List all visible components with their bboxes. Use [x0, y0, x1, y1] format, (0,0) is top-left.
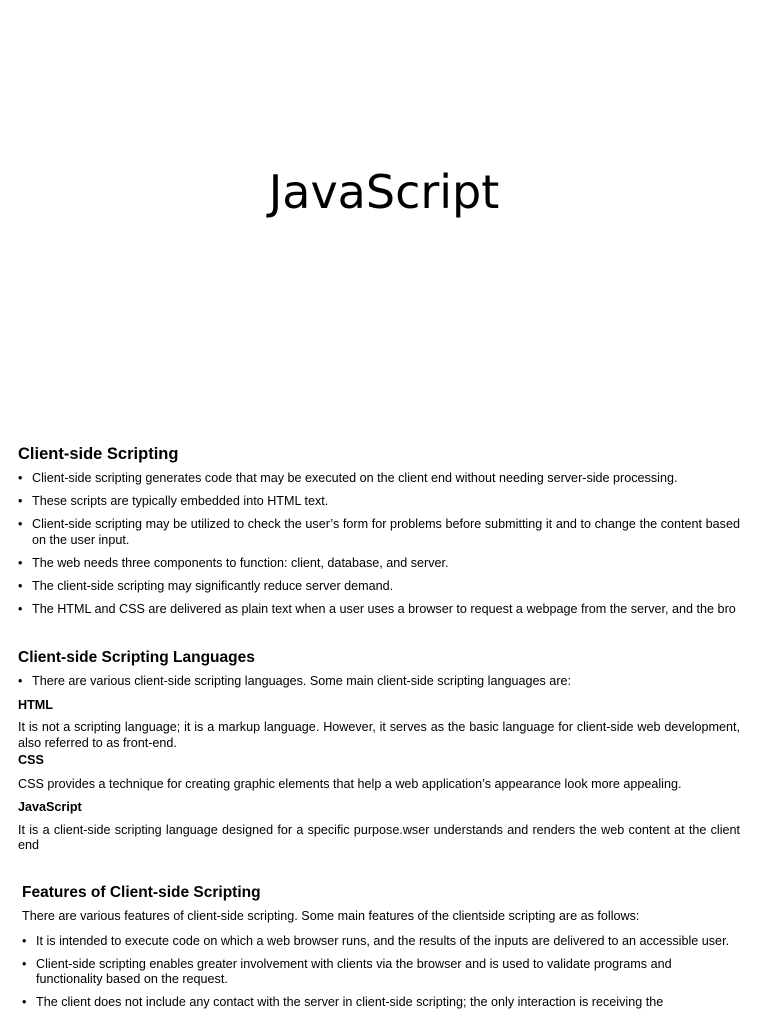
language-name: HTML: [18, 697, 53, 712]
section-intro: There are various features of client-side scripting. Some main features of the clientside scripting are as follows:: [22, 909, 640, 923]
language-description: CSS provides a technique for creating graphic elements that help a web application’s appearance look more appealing.: [18, 776, 682, 791]
bullet-list: [18, 674, 740, 690]
language-name: JavaScript: [18, 800, 82, 814]
list-item: • Client-side scripting generates code that may be executed on the client end without needing server-side processing.: [18, 471, 678, 485]
bullet-icon: •: [18, 494, 23, 508]
list-item: • It is intended to execute code on which a web browser runs, and the results of the inputs are delivered to an accessible user.: [22, 933, 730, 948]
features-section: [22, 883, 730, 1011]
slide-title: JavaScript: [268, 165, 500, 219]
bullet-icon: •: [22, 995, 27, 1009]
bullet-icon: •: [18, 517, 23, 531]
section-heading: Client-side Scripting: [18, 445, 179, 463]
bullet-icon: •: [18, 674, 23, 688]
language-description: It is not a scripting language; it is a markup language. However, it serves as the basic language for client-side web development, also referred to as front-end.: [18, 720, 740, 750]
bullet-icon: •: [22, 956, 27, 971]
list-item: • Client-side scripting may be utilized to check the user’s form for problems before submitting it and to change the content based on the user input.: [18, 517, 740, 547]
bullet-icon: •: [18, 471, 23, 485]
bullet-icon: •: [18, 601, 23, 616]
list-item: • The client does not include any contact with the server in client-side scripting; the only interaction is receiving the: [22, 995, 664, 1009]
list-item: • The web needs three components to function: client, database, and server.: [18, 555, 449, 570]
list-item: • These scripts are typically embedded into HTML text.: [18, 494, 329, 508]
language-name: CSS: [18, 753, 44, 767]
section-heading: Client-side Scripting Languages: [18, 649, 255, 666]
bullet-list: [22, 934, 730, 1011]
bullet-list: [18, 471, 740, 617]
bullet-icon: •: [18, 555, 23, 570]
section-heading: Features of Client-side Scripting: [22, 884, 261, 901]
list-item: • There are various client-side scripting languages. Some main client-side scripting languages are:: [18, 674, 572, 688]
list-item: • The HTML and CSS are delivered as plain text when a user uses a browser to request a webpage from the server, and the bro: [18, 601, 736, 616]
scripting-languages-section: [18, 648, 740, 854]
list-item: • Client-side scripting enables greater involvement with clients via the browser and is used to validate programs and functionality based on the request.: [22, 956, 672, 986]
bullet-icon: •: [18, 578, 23, 593]
language-description: It is a client-side scripting language designed for a specific purpose.wser understands and renders the web content at the client end: [18, 822, 740, 852]
client-side-scripting-section: [18, 444, 740, 617]
bullet-icon: •: [22, 933, 27, 948]
list-item: • The client-side scripting may significantly reduce server demand.: [18, 578, 394, 593]
